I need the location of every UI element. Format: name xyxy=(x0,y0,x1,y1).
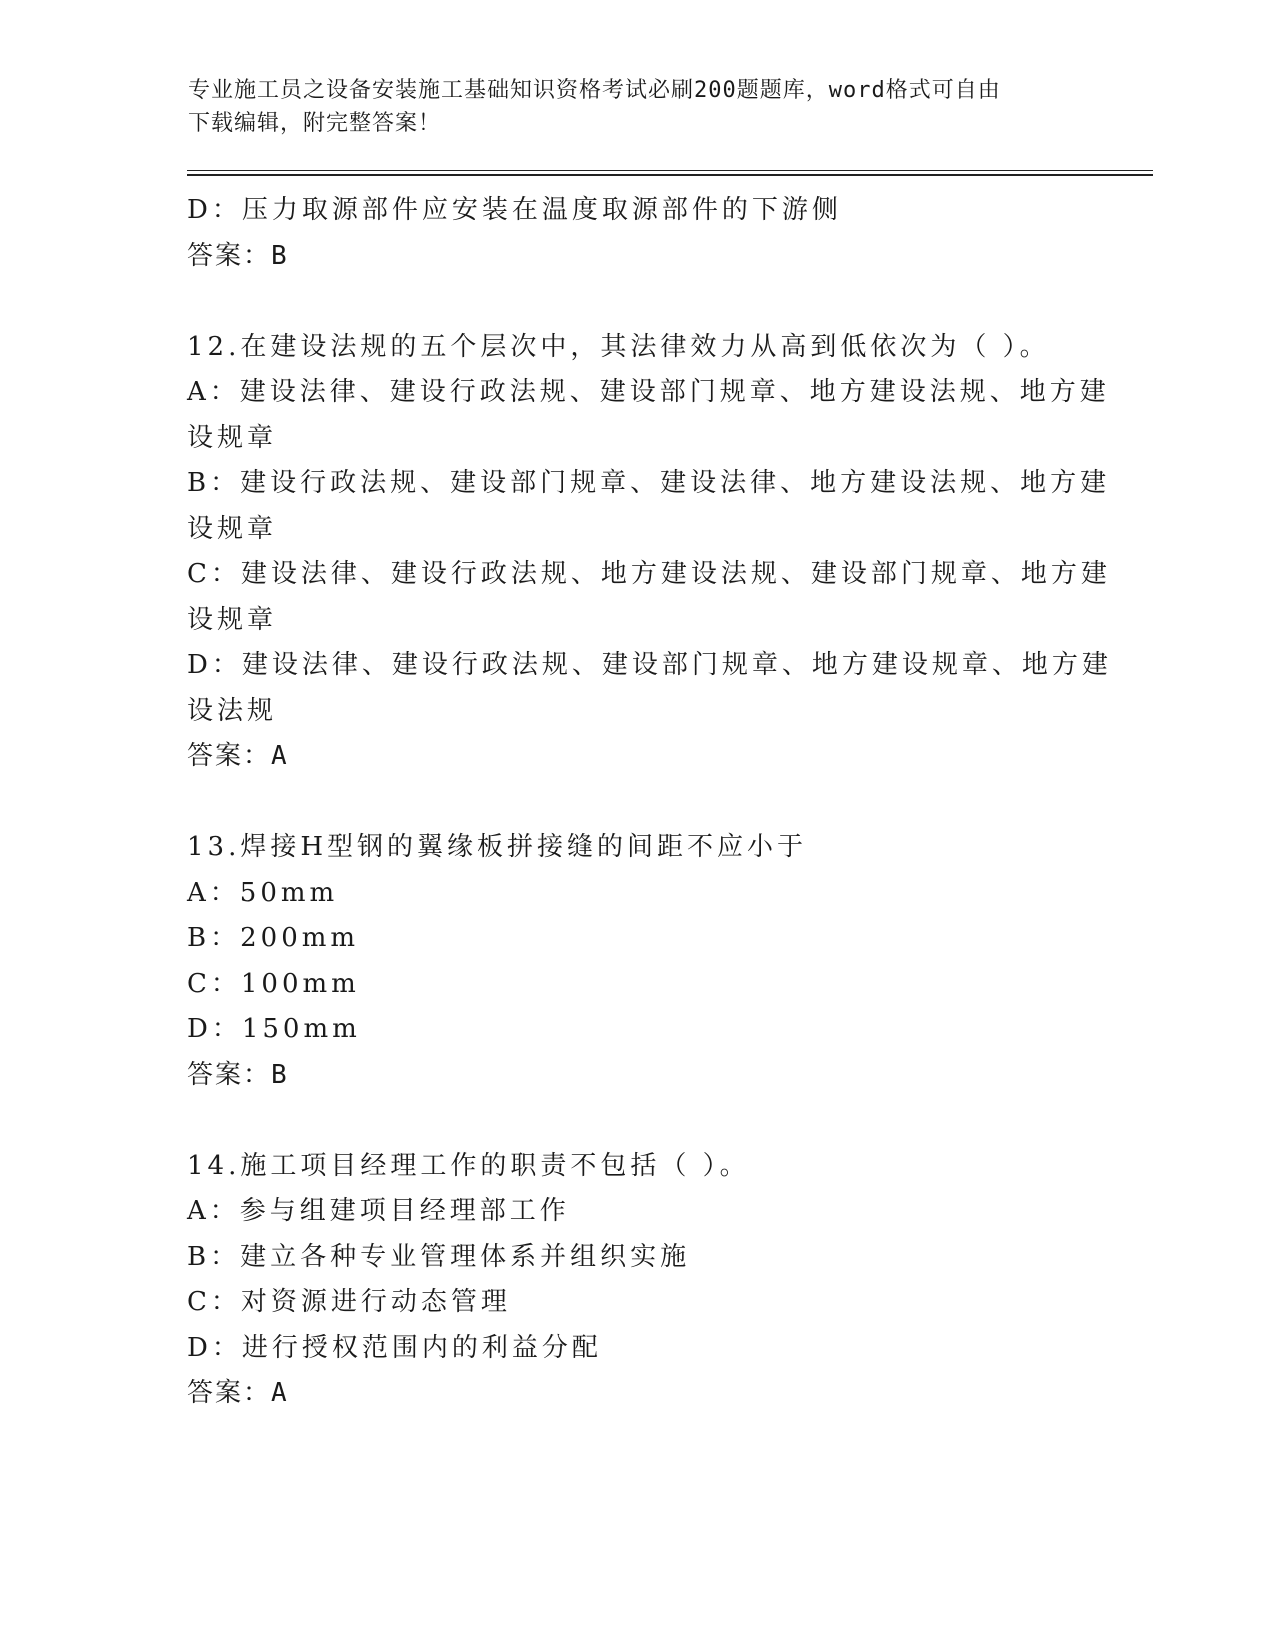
header-line-1: 专业施工员之设备安装施工基础知识资格考试必刷200题题库，word格式可自由 xyxy=(188,78,1001,103)
option-b: B：200mm xyxy=(187,923,360,953)
question-title: 13.焊接H型钢的翼缘板拼接缝的间距不应小于 xyxy=(187,832,808,862)
option-a: A：建设法律、建设行政法规、建设部门规章、地方建设法规、地方建 xyxy=(187,377,1110,407)
header-rule-bottom xyxy=(187,174,1153,176)
answer: 答案：B xyxy=(187,240,289,271)
option-b: B：建设行政法规、建设部门规章、建设法律、地方建设法规、地方建 xyxy=(187,468,1111,498)
option-c-continued: 设规章 xyxy=(187,604,278,635)
spacer xyxy=(187,1098,1087,1144)
question-14 xyxy=(187,1144,1087,1417)
question-title: 12.在建设法规的五个层次中，其法律效力从高到低依次为（ ）。 xyxy=(187,331,1050,362)
option-a-continued: 设规章 xyxy=(187,422,278,453)
page-header xyxy=(188,74,1068,140)
option-b: B：建立各种专业管理体系并组织实施 xyxy=(187,1241,691,1272)
spacer xyxy=(187,780,1087,826)
option-d: D：进行授权范围内的利益分配 xyxy=(187,1332,602,1363)
option-c: C：对资源进行动态管理 xyxy=(187,1287,511,1317)
previous-question-tail xyxy=(187,188,1087,279)
option-a: A：50mm xyxy=(187,877,339,908)
spacer xyxy=(187,279,1087,325)
question-content xyxy=(187,188,1112,1417)
header-rule-top xyxy=(187,170,1153,171)
option-d: D：150mm xyxy=(187,1014,361,1044)
question-title: 14.施工项目经理工作的职责不包括（ ）。 xyxy=(187,1150,750,1181)
answer: 答案：B xyxy=(187,1059,289,1090)
option-d: D：建设法律、建设行政法规、建设部门规章、地方建设规章、地方建 xyxy=(187,650,1112,680)
option-b-continued: 设规章 xyxy=(187,513,278,544)
option-c: C：100mm xyxy=(187,968,360,999)
answer: 答案：A xyxy=(187,1378,289,1408)
question-13 xyxy=(187,825,1087,1098)
question-12 xyxy=(187,325,1112,780)
answer: 答案：A xyxy=(187,741,289,771)
header-line-2: 下载编辑，附完整答案！ xyxy=(188,111,442,136)
option-c: C：建设法律、建设行政法规、地方建设法规、建设部门规章、地方建 xyxy=(187,559,1111,589)
option-d: D：压力取源部件应安装在温度取源部件的下游侧 xyxy=(187,195,842,225)
option-d-continued: 设法规 xyxy=(187,695,278,726)
option-a: A：参与组建项目经理部工作 xyxy=(187,1196,570,1226)
